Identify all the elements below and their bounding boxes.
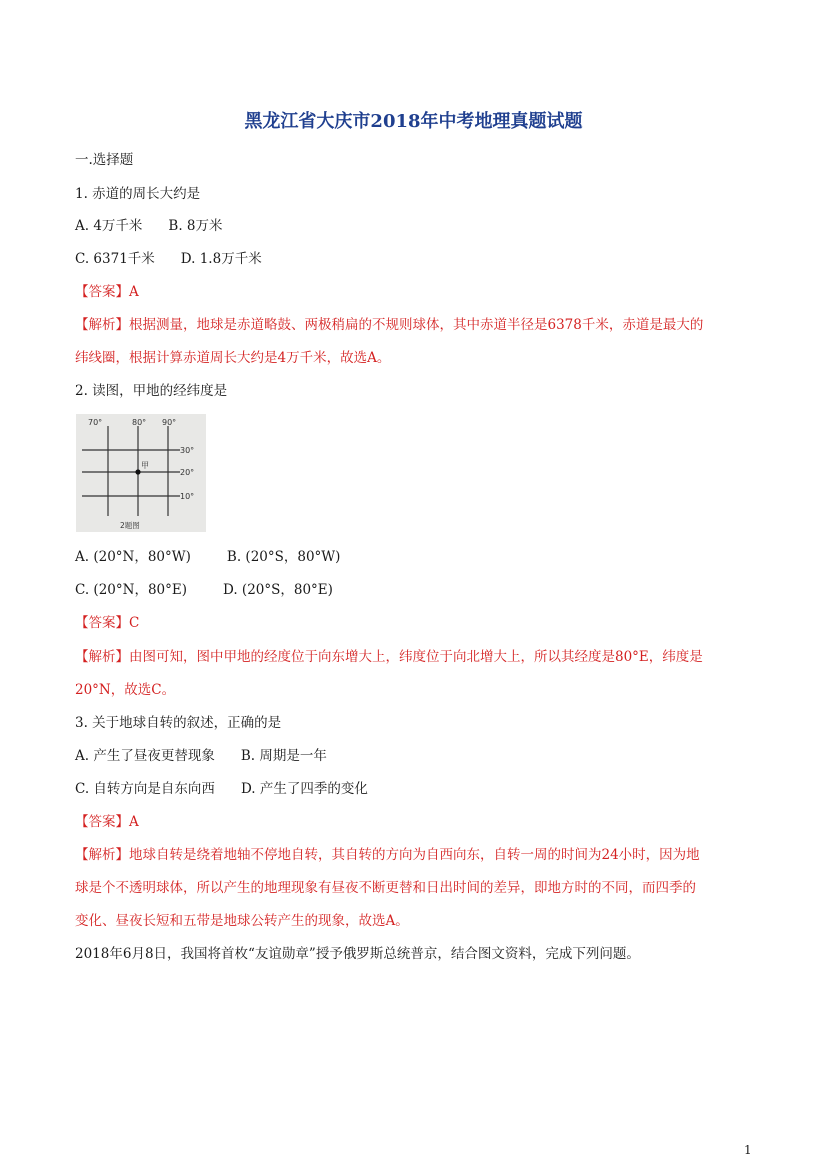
- lon-label-90: 90°: [162, 418, 177, 427]
- q2-grid-figure: [76, 414, 206, 532]
- q3-analysis-tag: 【解析】: [75, 847, 129, 863]
- q2-option-d: D. (20°S，80°E): [223, 582, 333, 598]
- q3-options-row2: [75, 779, 368, 799]
- material-intro: 2018年6月8日，我国将首枚“友谊勋章”授予俄罗斯总统普京，结合图文资料，完成下列问题。: [75, 946, 640, 962]
- q2-option-a: A. (20°N，80°W): [75, 549, 191, 565]
- lat-label-20: 20°: [180, 468, 195, 477]
- q3-analysis-line1: [75, 845, 700, 865]
- lat-label-10: 10°: [180, 492, 195, 501]
- q3-answer: [75, 812, 139, 832]
- q1-analysis-text1: 根据测量，地球是赤道略鼓、两极稍扁的不规则球体，其中赤道半径是6378千米，赤道是最大的: [129, 317, 704, 333]
- q3-analysis-line3: 变化、昼夜长短和五带是地球公转产生的现象，故选A。: [75, 913, 409, 929]
- q1-analysis-tag: 【解析】: [75, 317, 129, 333]
- q1-analysis-line2: 纬线圈，根据计算赤道周长大约是4万千米，故选A。: [75, 350, 391, 366]
- lon-label-70: 70°: [88, 418, 103, 427]
- q1-option-a: A. 4万千米: [75, 218, 143, 234]
- lon-label-80: 80°: [132, 418, 147, 427]
- q1-answer-tag: 【答案】: [75, 284, 129, 300]
- page-title: 黑龙江省大庆市2018年中考地理真题试题: [244, 111, 583, 132]
- q2-analysis-tag: 【解析】: [75, 649, 129, 665]
- q2-answer-value: C: [129, 615, 140, 631]
- q2-analysis-line2: 20°N，故选C。: [75, 682, 176, 698]
- q1-analysis-line1: [75, 315, 703, 335]
- q2-options-row2: [75, 580, 333, 600]
- q2-option-c: C. (20°N，80°E): [75, 582, 187, 598]
- point-jia-label: 甲: [141, 461, 149, 470]
- q1-options-row2: [75, 249, 262, 269]
- q3-options-row1: [75, 746, 327, 766]
- q3-analysis-text1: 地球自转是绕着地轴不停地自转，其自转的方向为自西向东，自转一周的时间为24小时，因为地: [129, 847, 700, 863]
- lat-label-30: 30°: [180, 446, 195, 455]
- point-jia-marker: [135, 469, 140, 474]
- figure-caption: 2题图: [120, 521, 140, 530]
- page-number: 1: [744, 1143, 752, 1157]
- q1-options-row1: [75, 216, 223, 236]
- q2-option-b: B. (20°S，80°W): [226, 549, 341, 565]
- q1-answer: [75, 282, 139, 302]
- q2-analysis-line1: [75, 647, 703, 667]
- q1-option-b: B. 8万米: [168, 218, 223, 234]
- q2-answer-tag: 【答案】: [75, 615, 129, 631]
- q3-answer-tag: 【答案】: [75, 814, 129, 830]
- q1-option-d: D. 1.8万千米: [180, 251, 262, 267]
- q3-option-c: C. 自转方向是自东向西: [75, 781, 215, 797]
- q1-stem: 1. 赤道的周长大约是: [75, 186, 201, 202]
- q2-analysis-text1: 由图可知，图中甲地的经度位于向东增大上，纬度位于向北增大上，所以其经度是80°E，纬度是: [129, 649, 703, 665]
- q3-option-a: A. 产生了昼夜更替现象: [75, 748, 215, 764]
- q3-option-b: B. 周期是一年: [240, 748, 327, 764]
- q3-answer-value: A: [129, 814, 139, 830]
- q1-answer-value: A: [129, 284, 139, 300]
- q3-analysis-line2: 球是个不透明球体，所以产生的地理现象有昼夜不断更替和日出时间的差异，即地方时的不同，而四季的: [75, 880, 696, 896]
- q2-options-row1: [75, 547, 340, 567]
- q1-option-c: C. 6371千米: [75, 251, 155, 267]
- q3-stem: 3. 关于地球自转的叙述，正确的是: [75, 715, 282, 731]
- q3-option-d: D. 产生了四季的变化: [240, 781, 368, 797]
- q2-answer: [75, 613, 139, 633]
- q2-stem: 2. 读图，甲地的经纬度是: [75, 383, 228, 399]
- q2-grid-svg: [76, 414, 206, 532]
- section-heading: 一.选择题: [75, 152, 134, 168]
